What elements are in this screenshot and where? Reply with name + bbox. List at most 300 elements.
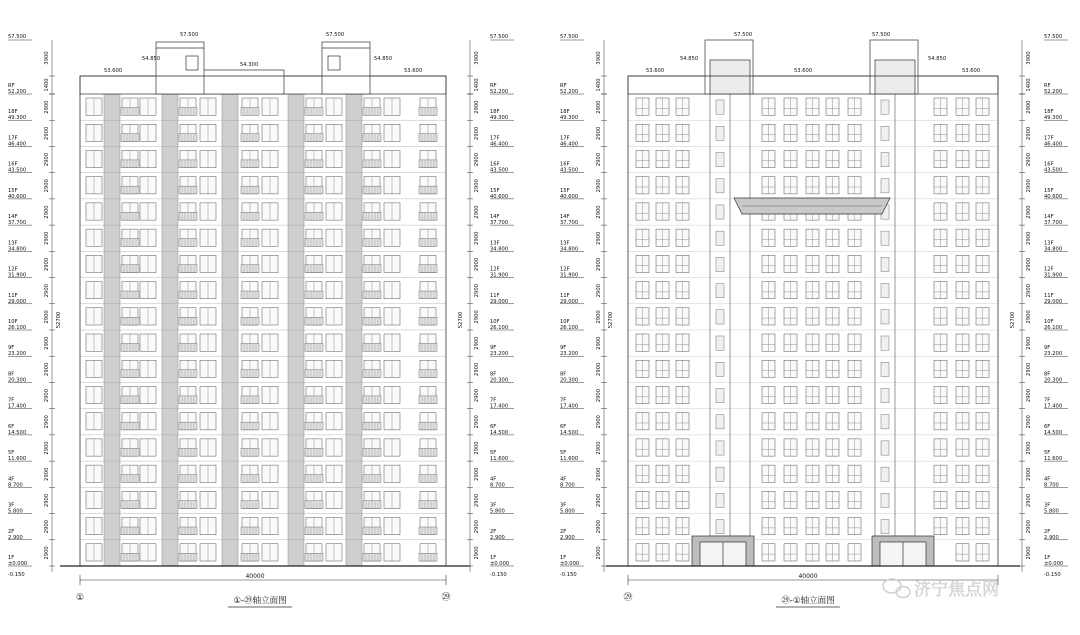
floor-height-dim: 2900 (44, 179, 50, 193)
floor-height-dim: 2900 (596, 310, 602, 324)
back-window (934, 229, 947, 246)
back-window (806, 360, 819, 377)
back-stair-window (716, 310, 724, 324)
back-window (784, 360, 797, 377)
front-window (363, 334, 381, 351)
back-entrance-left (692, 536, 754, 566)
back-window (676, 255, 689, 272)
level-elevation-label: 11.600 (8, 456, 27, 463)
back-window (826, 360, 839, 377)
back-window (676, 308, 689, 325)
back-stair-window (881, 284, 889, 298)
back-stair-top-left-label: 54.850 (680, 56, 699, 62)
back-stair-window (716, 388, 724, 402)
front-window (363, 124, 381, 141)
back-window-grid (628, 94, 998, 561)
level-elevation-label: 14.500 (490, 429, 509, 436)
front-window (326, 413, 342, 430)
floor-height-dim: 2900 (474, 152, 480, 167)
front-window (326, 255, 342, 272)
front-window (179, 124, 197, 141)
level-elevation-label: 46.400 (560, 141, 579, 148)
back-window (976, 544, 989, 561)
front-window (384, 413, 400, 430)
front-axis-end: ㉙ (441, 593, 451, 603)
level-floor-label: 7F (1044, 397, 1051, 404)
front-window (384, 177, 400, 194)
back-window (762, 282, 775, 299)
back-window (676, 465, 689, 482)
front-window (241, 413, 259, 430)
front-window (241, 177, 259, 194)
level-elevation-label: 37.700 (8, 220, 27, 227)
back-window (676, 150, 689, 167)
total-height-dim: 52700 (1010, 311, 1016, 329)
back-stair-window (716, 467, 724, 481)
level-floor-label: 6F (490, 423, 497, 430)
level-floor-label: 4F (490, 476, 497, 483)
floor-height-dim: 2900 (596, 257, 602, 272)
level-floor-label: 5F (1044, 450, 1051, 457)
level-floor-label: 9F (560, 345, 567, 352)
front-window (419, 439, 437, 456)
back-window (956, 360, 969, 377)
back-stair-window (716, 231, 724, 245)
front-window (241, 150, 259, 167)
back-stair-window (881, 520, 889, 534)
level-floor-label: 13F (1044, 240, 1054, 247)
back-window (806, 386, 819, 403)
front-window (121, 308, 139, 325)
front-window (140, 413, 156, 430)
front-window (179, 255, 197, 272)
front-window (200, 413, 216, 430)
front-window (86, 98, 102, 115)
front-window (200, 150, 216, 167)
front-window (200, 465, 216, 482)
back-window (848, 150, 861, 167)
level-elevation-label: 29.000 (560, 298, 579, 305)
back-window (826, 491, 839, 508)
level-floor-label: 10F (560, 319, 570, 325)
front-window (121, 334, 139, 351)
roof-height-dim: 3900 (596, 51, 602, 65)
front-window (200, 177, 216, 194)
back-window (784, 255, 797, 272)
floor-height-dim: 2900 (44, 388, 50, 403)
back-window (956, 282, 969, 299)
level-elevation-label: 40.600 (1044, 193, 1063, 200)
back-window (976, 360, 989, 377)
back-window (762, 413, 775, 430)
back-window (848, 518, 861, 535)
back-window (656, 203, 669, 220)
back-stair-window (716, 362, 724, 376)
level-floor-label: 15F (8, 187, 18, 194)
front-window (384, 150, 400, 167)
front-window (86, 439, 102, 456)
back-window (762, 491, 775, 508)
front-window (305, 544, 323, 561)
back-window (806, 413, 819, 430)
level-top-label: 57.500 (490, 34, 509, 40)
back-window (848, 386, 861, 403)
floor-height-dim: 2900 (44, 362, 50, 376)
front-roof-mid-label: 54.300 (240, 62, 259, 68)
front-window (384, 334, 400, 351)
front-window (140, 465, 156, 482)
front-level-markers-left (8, 34, 62, 578)
front-window (419, 255, 437, 272)
front-window (384, 203, 400, 220)
back-window (762, 255, 775, 272)
level-floor-label: 1F (560, 555, 567, 561)
level-elevation-label: 23.200 (560, 351, 579, 358)
back-window (656, 282, 669, 299)
back-stair-window (716, 257, 724, 271)
level-elevation-label: 46.400 (490, 141, 509, 148)
back-window (976, 177, 989, 194)
level-floor-label: 5F (560, 450, 567, 457)
back-window (806, 124, 819, 141)
floor-height-dim: 2900 (1026, 310, 1032, 324)
back-stair-window (881, 126, 889, 140)
floor-height-dim: 2900 (1026, 152, 1032, 167)
level-floor-label: 16F (8, 161, 18, 168)
back-stair-window (716, 152, 724, 166)
back-window (636, 465, 649, 482)
floor-height-dim: 2900 (474, 126, 480, 140)
back-window (656, 360, 669, 377)
back-window (848, 491, 861, 508)
floor-height-dim: 2900 (1026, 493, 1032, 508)
level-floor-label: 4F (560, 476, 567, 483)
front-window (326, 203, 342, 220)
front-stair-top-left-label: 54.850 (142, 56, 161, 62)
back-window (976, 229, 989, 246)
front-roof-top-left-label: 57.500 (180, 32, 199, 38)
front-window (241, 203, 259, 220)
level-elevation-label: ±0.000 (1044, 561, 1064, 567)
back-window (656, 255, 669, 272)
back-stair-window (881, 336, 889, 350)
level-elevation-label: 49.300 (1044, 115, 1063, 122)
level-elevation-label: 17.400 (560, 403, 579, 410)
front-window (140, 203, 156, 220)
front-window (363, 177, 381, 194)
level-floor-label: 2F (490, 528, 497, 535)
floor-height-dim: 2900 (44, 100, 50, 114)
back-window (956, 439, 969, 456)
front-window (179, 98, 197, 115)
front-window (200, 491, 216, 508)
front-window (179, 518, 197, 535)
front-window (305, 255, 323, 272)
level-elevation-label: 37.700 (490, 220, 509, 227)
front-window (241, 282, 259, 299)
back-window (976, 98, 989, 115)
back-window (784, 229, 797, 246)
back-stair-window (881, 100, 889, 114)
front-window (86, 334, 102, 351)
level-elevation-label: 5.800 (560, 508, 575, 515)
front-window (121, 203, 139, 220)
back-window (784, 518, 797, 535)
back-window (784, 465, 797, 482)
floor-height-dim: 2900 (1026, 257, 1032, 272)
level-elevation-label: 11.600 (490, 456, 509, 463)
front-window (200, 518, 216, 535)
front-window (262, 255, 278, 272)
floor-height-dim: 2900 (44, 152, 50, 167)
front-window (305, 386, 323, 403)
level-elevation-label: 5.800 (490, 508, 505, 515)
front-window (326, 518, 342, 535)
floor-height-dim: 2900 (474, 520, 480, 534)
floor-height-dim: 2900 (596, 205, 602, 219)
back-window (676, 334, 689, 351)
back-window (934, 413, 947, 430)
floor-height-dim: 2900 (1026, 231, 1032, 245)
front-window (200, 360, 216, 377)
back-window (676, 518, 689, 535)
floor-height-dim: 2900 (474, 388, 480, 403)
front-window (262, 124, 278, 141)
level-ground-label: -0.150 (560, 572, 577, 578)
front-window (384, 360, 400, 377)
front-window (326, 334, 342, 351)
back-window (806, 177, 819, 194)
level-floor-label: 12F (490, 266, 500, 273)
level-elevation-label: 14.500 (8, 429, 27, 436)
level-floor-label: 18F (1044, 109, 1054, 116)
floor-height-dim: 2900 (44, 205, 50, 219)
level-floor-label: 2F (8, 528, 15, 535)
front-window (363, 413, 381, 430)
front-window (140, 255, 156, 272)
front-window (262, 150, 278, 167)
back-window (826, 229, 839, 246)
back-window (806, 229, 819, 246)
level-elevation-label: 8.700 (490, 482, 505, 489)
level-floor-label: 8F (560, 371, 567, 378)
level-elevation-label: 26.100 (8, 325, 27, 331)
level-floor-label: RF (490, 83, 497, 89)
floor-height-dim: 2900 (44, 336, 50, 350)
front-window (419, 491, 437, 508)
level-elevation-label: 49.300 (8, 115, 27, 122)
back-window (676, 203, 689, 220)
back-window (806, 491, 819, 508)
front-window (200, 439, 216, 456)
floor-height-dim: 2900 (44, 546, 50, 560)
back-window (956, 491, 969, 508)
back-window (656, 334, 669, 351)
front-window (305, 150, 323, 167)
level-floor-label: 7F (560, 397, 567, 404)
level-elevation-label: 29.000 (1044, 298, 1063, 305)
level-floor-label: 3F (8, 502, 15, 509)
back-stair-window (716, 284, 724, 298)
front-window (305, 439, 323, 456)
level-floor-label: 14F (490, 214, 500, 221)
front-window (384, 255, 400, 272)
level-floor-label: 11F (560, 292, 570, 299)
back-window (826, 308, 839, 325)
level-floor-label: 17F (1044, 135, 1054, 142)
level-elevation-label: 26.100 (1044, 325, 1063, 331)
back-window (784, 98, 797, 115)
level-floor-label: 3F (1044, 502, 1051, 509)
level-elevation-label: 40.600 (490, 193, 509, 200)
back-window (934, 308, 947, 325)
front-window (419, 308, 437, 325)
floor-height-dim: 2900 (596, 467, 602, 481)
back-window (656, 150, 669, 167)
back-window (762, 386, 775, 403)
back-window (976, 518, 989, 535)
back-roof-top-right-label: 57.500 (872, 32, 891, 38)
floor-height-dim: 2900 (1026, 100, 1032, 114)
front-window (363, 544, 381, 561)
back-window (956, 308, 969, 325)
front-window (363, 491, 381, 508)
level-elevation-label: ±0.000 (490, 561, 510, 567)
front-window (363, 98, 381, 115)
front-window (179, 334, 197, 351)
back-window (826, 282, 839, 299)
level-top-label: 57.500 (1044, 34, 1063, 40)
front-window (140, 439, 156, 456)
floor-height-dim: 2900 (596, 415, 602, 429)
level-floor-label: 1F (8, 555, 15, 561)
floor-height-dim: 2900 (474, 179, 480, 193)
floor-height-dim: 2900 (44, 493, 50, 508)
floor-height-dim: 2900 (1026, 126, 1032, 140)
back-stair-window (716, 441, 724, 455)
front-window (179, 229, 197, 246)
front-window (241, 334, 259, 351)
front-window (384, 491, 400, 508)
front-window (200, 255, 216, 272)
back-window (976, 203, 989, 220)
back-window (636, 150, 649, 167)
level-elevation-label: 52.200 (1044, 89, 1063, 95)
back-window (806, 255, 819, 272)
floor-height-dim: 2900 (44, 257, 50, 272)
back-window (826, 124, 839, 141)
level-floor-label: 17F (560, 135, 570, 142)
front-window (419, 124, 437, 141)
level-floor-label: 8F (8, 371, 15, 378)
floor-height-dim: 2900 (596, 152, 602, 167)
front-window (384, 124, 400, 141)
floor-height-dim: 2900 (1026, 284, 1032, 298)
floor-height-dim: 2900 (474, 205, 480, 219)
level-elevation-label: 26.100 (490, 325, 509, 331)
back-window (636, 518, 649, 535)
back-window (934, 255, 947, 272)
back-window (762, 150, 775, 167)
front-window (86, 177, 102, 194)
back-window (636, 386, 649, 403)
back-window (784, 386, 797, 403)
back-window (762, 98, 775, 115)
front-window (262, 229, 278, 246)
front-window (86, 255, 102, 272)
level-elevation-label: 43.500 (560, 167, 579, 174)
front-window (179, 413, 197, 430)
front-window (419, 360, 437, 377)
front-window (305, 491, 323, 508)
level-elevation-label: 2.900 (8, 534, 23, 541)
back-window (676, 386, 689, 403)
level-elevation-label: 31.900 (1044, 272, 1063, 279)
front-window (179, 150, 197, 167)
front-width-dimension: 40000 (245, 573, 265, 580)
roof-height-dim: 1400 (44, 78, 50, 92)
floor-height-dim: 2900 (474, 362, 480, 376)
front-window (419, 544, 437, 561)
front-window (241, 98, 259, 115)
front-window (326, 360, 342, 377)
back-window (762, 229, 775, 246)
back-window (656, 491, 669, 508)
level-top-label: 57.500 (8, 34, 27, 40)
back-window (956, 98, 969, 115)
level-elevation-label: 31.900 (560, 272, 579, 279)
level-elevation-label: 23.200 (1044, 351, 1063, 358)
level-elevation-label: 20.300 (8, 377, 27, 384)
level-elevation-label: 20.300 (1044, 377, 1063, 384)
floor-height-dim: 2900 (596, 441, 602, 455)
front-window (326, 282, 342, 299)
back-window (806, 308, 819, 325)
back-window (956, 518, 969, 535)
back-window (656, 439, 669, 456)
level-floor-label: 10F (1044, 319, 1054, 325)
front-window (384, 518, 400, 535)
back-window (762, 465, 775, 482)
total-height-dim: 52700 (56, 311, 62, 329)
back-entrance-right (872, 536, 934, 566)
front-window (326, 544, 342, 561)
floor-height-dim: 2900 (474, 310, 480, 324)
level-elevation-label: 46.400 (8, 141, 27, 148)
level-floor-label: RF (560, 83, 567, 89)
floor-height-dim: 2900 (44, 231, 50, 245)
back-window (826, 386, 839, 403)
level-elevation-label: 14.500 (560, 429, 579, 436)
front-window (179, 491, 197, 508)
level-floor-label: RF (8, 83, 15, 89)
back-window (934, 98, 947, 115)
back-window (762, 308, 775, 325)
back-window (784, 150, 797, 167)
level-floor-label: 17F (490, 135, 500, 142)
front-window (121, 518, 139, 535)
front-window (419, 150, 437, 167)
back-window (934, 465, 947, 482)
front-window (419, 229, 437, 246)
back-window (676, 360, 689, 377)
front-window (121, 150, 139, 167)
level-elevation-label: 29.000 (490, 298, 509, 305)
floor-height-dim: 2900 (474, 284, 480, 298)
floor-height-dim: 2900 (596, 284, 602, 298)
front-window (179, 386, 197, 403)
level-floor-label: 12F (1044, 266, 1054, 273)
